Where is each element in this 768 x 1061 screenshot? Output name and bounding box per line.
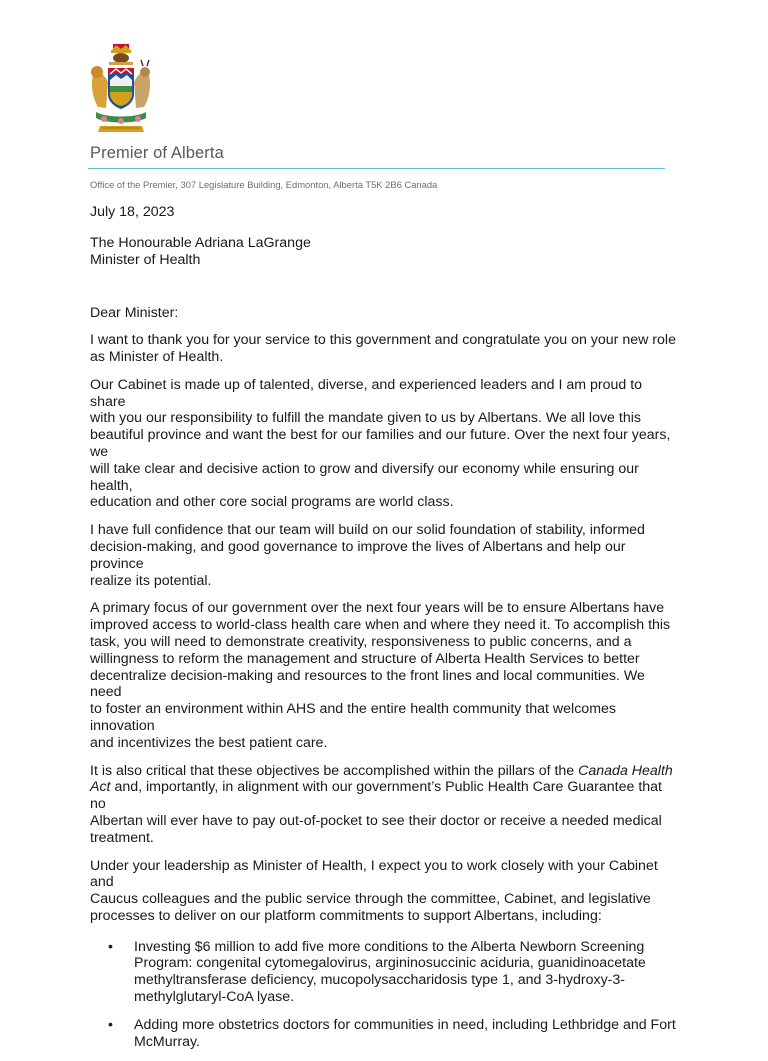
recipient-title: Minister of Health [90,251,201,268]
list-item: • Investing $6 million to add five more conditions to the Alberta Newborn Screening Program: congenital cytomegalovirus, argininosuccinic aciduria, guanidinoacetate methyltransferase deficiency, mucopolysaccharidosis type 1, and 3-hydroxy-3- methylglutaryl-CoA lyase. [108,938,646,1006]
paragraph-3: I have full confidence that our team will build on our solid foundation of stability, informed decision-making, and good governance to improve the lives of Albertans and help our province realize its potential. [90,522,645,589]
paragraph-6: Under your leadership as Minister of Health, I expect you to work closely with your Cabinet and Caucus colleagues and the public service through the committee, Cabinet, and legislative processes to deliver on our platform commitments to support Albertans, including: [90,857,658,924]
org-name: Premier of Alberta [90,144,224,162]
paragraph-1: I want to thank you for your service to this government and congratulate you on your new role as Minister of Health. [90,332,676,365]
canada-health-act-title: Canada Health [578,762,673,779]
letter-date: July 18, 2023 [90,204,175,220]
alberta-coat-of-arms-icon [86,42,156,138]
recipient-block [90,235,680,269]
paragraph-4: A primary focus of our government over the next four years will be to ensure Albertans have improved access to world-class health care when and where they need it. To accomplish this task, you will need to demonstrate creativity, responsiveness to public concerns, and a willingness to reform the management and structure of Alberta Health Services to better decentralize decision-making and resources to the front lines and local communities. We need to foster an environment within AHS and the entire health community that welcomes innovation and incentivizes the best patient care. [90,600,671,751]
paragraph-5: It is also critical that these objectives be accomplished within the pillars of the Canada Health Act and, importantly, in alignment with our government’s Public Health Care Guarantee that no Albertan will ever have to pay out-of-pocket to see their doctor or receive a needed medical treatment. [90,762,673,846]
paragraph-2: Our Cabinet is made up of talented, diverse, and experienced leaders and I am proud to share with you our responsibility to fulfill the mandate given to us by Albertans. We all love this beautiful province and want the best for our families and our future. Over the next four years, we will take clear and decisive action to grow and diversify our economy while ensuring our health, education and other core social programs are world class. [90,376,671,511]
list-item: • Adding more obstetrics doctors for communities in need, including Lethbridge and Fort McMurray. [108,1016,676,1050]
letter-body [90,204,680,1061]
office-address: Office of the Premier, 307 Legislature Building, Edmonton, Alberta T5K 2B6 Canada [90,179,438,190]
salutation: Dear Minister: [90,305,179,322]
bullet-icon: • [108,1016,113,1033]
letterhead-rule [88,168,665,169]
commitments-list [90,939,680,1051]
recipient-name: The Honourable Adriana LaGrange [90,234,311,251]
bullet-icon: • [108,938,113,955]
